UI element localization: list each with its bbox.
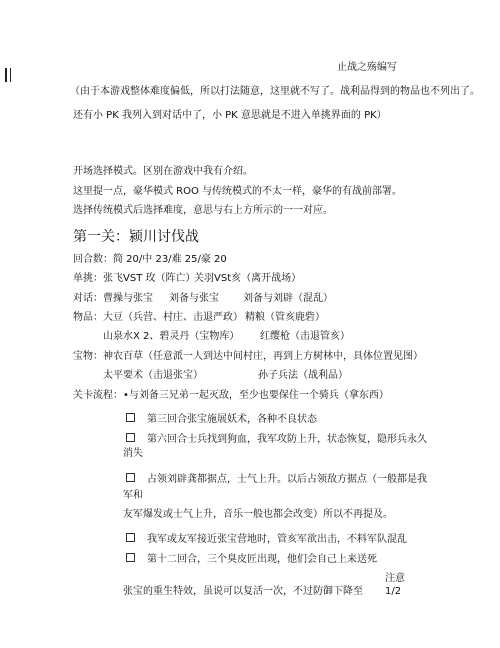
flow-label: 关卡流程： (73, 390, 123, 401)
items-label: 物品： (73, 312, 103, 323)
flow-step-continued: 军和 (123, 490, 143, 501)
items-line-2b: 红缨枪（击退管亥） (260, 331, 350, 342)
items-line-1b: 精粮（管亥鹿砦） (245, 312, 325, 323)
intro-line-2: 这里提一点，豪华模式 ROO 与传统模式的不太一样，豪华的有战前部署。 (73, 186, 403, 197)
flow-step: 第三回合张宝施展妖术，各种不良状态 (126, 413, 317, 425)
dialog-item-1: 曹操与张宝 (103, 293, 153, 304)
flow-first-step: •与刘备三兄弟一起灭敌，至少也要保住一个骑兵（拿东西） (123, 390, 389, 401)
flow-step-continued: 消失 (123, 448, 143, 459)
note-line-1: （由于本游戏整体难度偏低，所以打法随意，这里就不写了。战利品得到的物品也不列出了。 (70, 86, 480, 97)
flow-step-continued: 友军爆发或士气上升，音乐一般也都会改变）所以不再提及。 (123, 509, 393, 520)
flow-step: 占领刘辟龚都据点，士气上升。以后占领敌方据点（一般都是我 (126, 473, 427, 485)
margin-bracket-mark (5, 68, 11, 82)
intro-line-1: 开场选择模式。区别在游戏中我有介绍。 (73, 166, 253, 177)
checkbox-icon (126, 473, 135, 482)
page-number: 1/2 (385, 586, 402, 597)
treasure-line-1: 神农百草（任意派一人到达中间村庄，再到上方树林中，具体位置见图） (103, 351, 423, 362)
dialog-item-2: 刘备与张宝 (169, 293, 219, 304)
checkbox-icon (126, 553, 135, 562)
treasure-line-2b: 孙子兵法（战利品） (258, 370, 348, 381)
note-line-2: 还有小 PK 我列入到对话中了，小 PK 意思就是不进入单挑界面的 PK） (73, 110, 387, 121)
flow-last-line: 张宝的重生特效，虽说可以复活一次，不过防御下降至 (123, 586, 363, 597)
flow-step: 第六回合士兵找到狗血，我军攻防上升，状态恢复，隐形兵永久 (126, 433, 427, 445)
treasure-line-2a: 太平要术（击退张宝） (103, 370, 203, 381)
items-line-1a: 大豆（兵营、村庄、击退严政） (103, 312, 243, 323)
duel-item-2: 关羽VSt亥（离开战场） (194, 273, 302, 284)
checkbox-icon (126, 413, 135, 422)
dialog-item-3: 刘备与刘辟（混乱） (243, 293, 333, 304)
dialog-label: 对话： (73, 293, 103, 304)
author-header: 止战之殇编写 (337, 62, 397, 73)
items-line-2a: 山泉水X 2、碧灵丹（宝物库） (103, 331, 240, 342)
flow-step: 我军或友军接近张宝营地时，管亥军欲出击，不料军队混乱 (126, 533, 407, 545)
note-word: 注意 (385, 573, 405, 584)
flow-step: 第十二回合，三个臭皮匠出现，他们会自己上来送死 (126, 553, 377, 565)
checkbox-icon (126, 433, 135, 442)
checkbox-icon (126, 533, 135, 542)
chapter-title: 第一关：颍川讨伐战 (73, 229, 199, 245)
intro-line-3: 选择传统模式后选择难度，意思与右上方所示的一一对应。 (73, 205, 333, 216)
rounds-line: 回合数：简 20/中 23/难 25/豪 20 (73, 254, 227, 265)
duel-label: 单挑： (73, 273, 103, 284)
duel-item-1: 张飞VST 玫（阵亡） (103, 273, 196, 284)
treasure-label: 宝物： (73, 351, 103, 362)
